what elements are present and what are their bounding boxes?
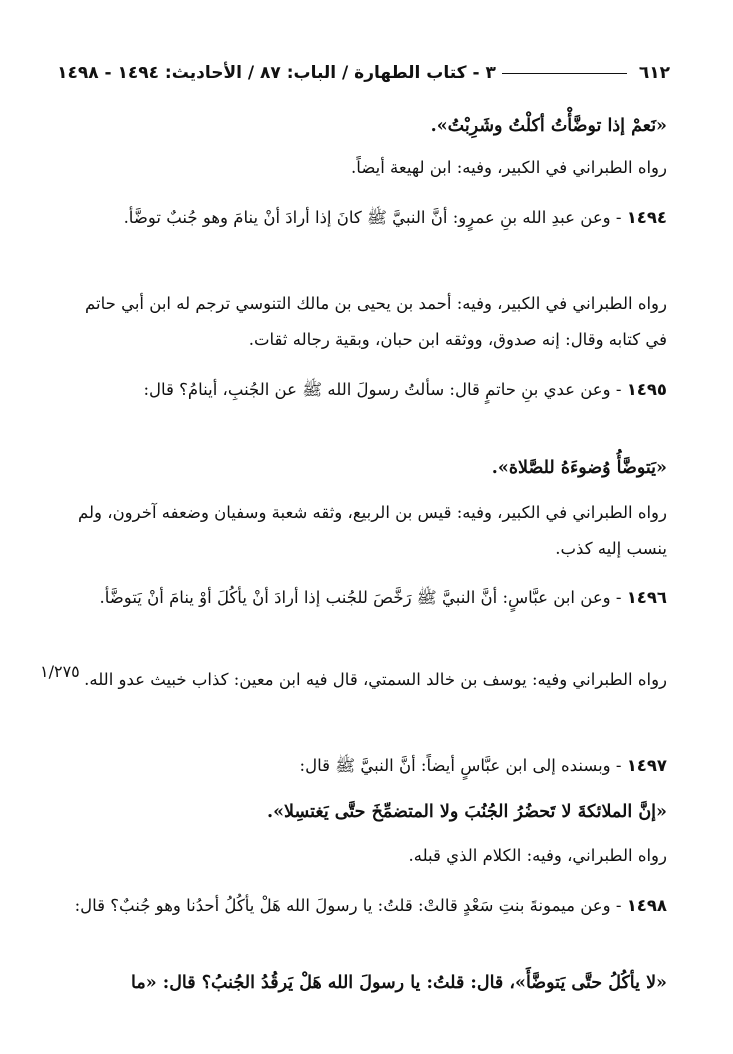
narration-note: رواه الطبراني، وفيه: الكلام الذي قبله. (408, 846, 667, 865)
margin-reference: ١/٢٧٥ (40, 662, 80, 681)
hadith-entry-1498: ١٤٩٨ - وعن ميمونةَ بنتِ سَعْدٍ قالتْ: قلتُ: يا رسولَ الله هَلْ يأكُلُ أحدُنا وهو جُنبٌ؟ قال: (74, 896, 667, 915)
page-number: ٦١٢ (638, 63, 670, 83)
narration-note: رواه الطبراني وفيه: يوسف بن خالد السمتي، قال فيه ابن معين: كذاب خبيث عدو الله. (84, 670, 667, 689)
hadith-text: «لا يأكُلُ حتَّى يَتوضَّأَ»، قال: قلتُ: يا رسولَ الله هَلْ يَرقُدُ الجُنبُ؟ قال: «ما (131, 973, 667, 993)
hadith-entry-1495: ١٤٩٥ - وعن عدي بنِ حاتمٍ قال: سألتُ رسولَ الله ﷺ عن الجُنبِ، أينامُ؟ قال: (143, 380, 667, 399)
narration-note: رواه الطبراني في الكبير، وفيه: ابن لهيعة أيضاً. (351, 158, 667, 177)
hadith-entry-1494: ١٤٩٤ - وعن عبدِ الله بنِ عمرٍو: أنَّ النبيَّ ﷺ كانَ إذا أرادَ أنْ ينامَ وهو جُنبٌ توضَّأ. (123, 208, 667, 227)
hadith-number: ١٤٩٨ (626, 896, 667, 915)
hadith-entry-1496: ١٤٩٦ - وعن ابن عبَّاسٍ: أنَّ النبيَّ ﷺ رَخَّصَ للجُنب إذا أرادَ أنْ يأكُلَ أوْ ينامَ أنْ يَتوضَّأ. (99, 588, 667, 607)
narration-note: رواه الطبراني في الكبير، وفيه: أحمد بن يحيى بن مالك التنوسي ترجم له ابن أبي حاتم في كتابه وقال: إنه صدوق، ووثقه ابن حبان، وبقية رجاله ثقات. (85, 294, 667, 349)
header-title: ٣ - كتاب الطهارة / الباب: ٨٧ / الأحاديث: ١٤٩٤ - ١٤٩٨ (57, 63, 496, 83)
hadith-number: ١٤٩٧ (626, 756, 667, 775)
hadith-text: «نَعمْ إذا توضَّأْتُ أكلْتُ وشَرِبْتُ». (430, 116, 667, 136)
hadith-number: ١٤٩٤ (626, 208, 667, 227)
hadith-text: «إنَّ الملائكةَ لا تَحضُرُ الجُنُبَ ولا المتضمِّخَ حتَّى يَغتسِلا». (267, 802, 667, 822)
hadith-number: ١٤٩٥ (626, 380, 667, 399)
hadith-entry-1497: ١٤٩٧ - وبسنده إلى ابن عبَّاسٍ أيضاً: أنَّ النبيَّ ﷺ قال: (299, 756, 667, 775)
header-rule (502, 73, 627, 74)
hadith-number: ١٤٩٦ (626, 588, 667, 607)
hadith-text: «يَتوضَّأُ وُضوءَهُ للصَّلاة». (491, 458, 667, 478)
running-header (57, 56, 670, 90)
narration-note: رواه الطبراني في الكبير، وفيه: قيس بن الربيع، وثقه شعبة وسفيان وضعفه آخرون، ولم ينسب إليه كذب. (78, 503, 667, 558)
